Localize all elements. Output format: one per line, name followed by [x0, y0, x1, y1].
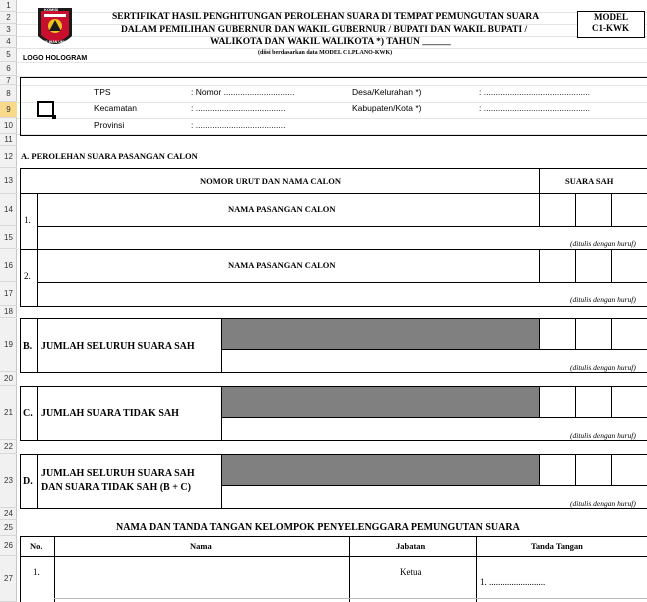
model-code: C1-KWK [592, 23, 629, 33]
total-invalid-shaded-cell [222, 387, 539, 417]
row-header[interactable]: 19 [0, 318, 17, 372]
kecamatan-value: : ...................................... [191, 103, 286, 113]
total-valid-label: JUMLAH SELURUH SUARA SAH [41, 341, 195, 352]
kecamatan-label: Kecamatan [94, 103, 137, 113]
row-header[interactable]: 20 [0, 372, 17, 386]
row-header[interactable]: 8 [0, 85, 17, 102]
candidate-1-name: NAMA PASANGAN CALON [228, 204, 336, 214]
total-invalid-label: JUMLAH SUARA TIDAK SAH [41, 408, 179, 419]
row-header[interactable]: 17 [0, 282, 17, 306]
row-header[interactable]: 13 [0, 168, 17, 194]
total-invalid-written-note: (ditulis dengan huruf) [570, 431, 636, 440]
sig-row-1-signature: 1. ......................... [480, 577, 546, 587]
row-header[interactable]: 21 [0, 386, 17, 440]
total-valid-letter: B. [23, 341, 33, 352]
row-header[interactable]: 15 [0, 226, 17, 249]
form-title-line3: WALIKOTA DAN WAKIL WALIKOTA *) TAHUN ______ [210, 37, 451, 47]
logo-top-text: KOMISI [44, 7, 59, 12]
row-header[interactable]: 25 [0, 520, 17, 536]
sig-row-1-position: Ketua [400, 567, 422, 577]
total-valid-written-note: (ditulis dengan huruf) [570, 363, 636, 372]
candidate-table [20, 168, 647, 307]
kpu-emblem-icon [36, 6, 74, 52]
row-header[interactable]: 27 [0, 556, 17, 602]
section-a-title: A. PEROLEHAN SUARA PASANGAN CALON [21, 151, 198, 161]
candidate-2-number: 2. [24, 271, 31, 281]
row-header[interactable]: 12 [0, 146, 17, 168]
provinsi-value: : ...................................... [191, 120, 286, 130]
fill-handle-icon[interactable] [52, 115, 56, 119]
row-header[interactable]: 3 [0, 24, 17, 36]
sig-col-signature: Tanda Tangan [531, 541, 583, 551]
kabupaten-label: Kabupaten/Kota *) [352, 103, 422, 113]
grand-total-letter: D. [23, 476, 33, 487]
row-header-selected[interactable]: 9 [0, 102, 17, 118]
row-header[interactable]: 10 [0, 118, 17, 134]
total-valid-shaded-cell [222, 319, 539, 349]
row-header[interactable]: 23 [0, 454, 17, 508]
signatures-title: NAMA DAN TANDA TANGAN KELOMPOK PENYELENGGARA PEMUNGUTAN SUARA [116, 522, 520, 533]
logo-bottom-text: PEMILIHAN UMUM [38, 40, 70, 44]
sig-row-1-no: 1. [33, 567, 40, 577]
grand-total-shaded-cell [222, 455, 539, 485]
candidate-2-written-note: (ditulis dengan huruf) [570, 295, 636, 304]
sig-col-no: No. [30, 541, 43, 551]
candidate-2-name: NAMA PASANGAN CALON [228, 260, 336, 270]
logo-hologram-label: LOGO HOLOGRAM [23, 55, 88, 62]
row-header[interactable]: 14 [0, 194, 17, 226]
row-header[interactable]: 22 [0, 440, 17, 454]
tps-label: TPS [94, 87, 111, 97]
row-header[interactable]: 18 [0, 306, 17, 318]
col-votes-header: SUARA SAH [565, 176, 614, 186]
candidate-1-written-note: (ditulis dengan huruf) [570, 239, 636, 248]
total-invalid-letter: C. [23, 408, 33, 419]
row-header-column [0, 0, 17, 602]
row-header[interactable]: 4 [0, 36, 17, 48]
desa-value: : ............................................. [479, 87, 590, 97]
row-header[interactable]: 11 [0, 134, 17, 146]
col-candidate-header: NOMOR URUT DAN NAMA CALON [200, 176, 342, 186]
grand-total-label-line2: DAN SUARA TIDAK SAH (B + C) [41, 482, 191, 493]
row-header[interactable]: 24 [0, 508, 17, 520]
sig-col-position: Jabatan [396, 541, 426, 551]
form-subtitle: (diisi berdasarkan data MODEL C1.PLANO-KWK) [258, 50, 393, 56]
kabupaten-value: : ............................................. [479, 103, 590, 113]
form-title-line2: DALAM PEMILIHAN GUBERNUR DAN WAKIL GUBERNUR / BUPATI DAN WAKIL BUPATI / [121, 25, 528, 35]
candidate-1-number: 1. [24, 215, 31, 225]
form-title-line1: SERTIFIKAT HASIL PENGHITUNGAN PEROLEHAN SUARA DI TEMPAT PEMUNGUTAN SUARA [112, 12, 540, 22]
row-header[interactable]: 16 [0, 249, 17, 282]
row-header[interactable]: 2 [0, 12, 17, 24]
model-label: MODEL [594, 12, 629, 22]
desa-label: Desa/Kelurahan *) [352, 87, 422, 97]
row-header[interactable]: 26 [0, 536, 17, 556]
row-header[interactable]: 1 [0, 0, 17, 12]
sig-col-name: Nama [190, 541, 212, 551]
grand-total-written-note: (ditulis dengan huruf) [570, 499, 636, 508]
tps-value: : Nomor .............................. [191, 87, 295, 97]
kpu-logo-image [36, 6, 74, 52]
row-header[interactable]: 6 [0, 62, 17, 76]
grand-total-label-line1: JUMLAH SELURUH SUARA SAH [41, 468, 195, 479]
provinsi-label: Provinsi [94, 120, 125, 130]
row-header[interactable]: 7 [0, 76, 17, 85]
row-header[interactable]: 5 [0, 48, 17, 62]
